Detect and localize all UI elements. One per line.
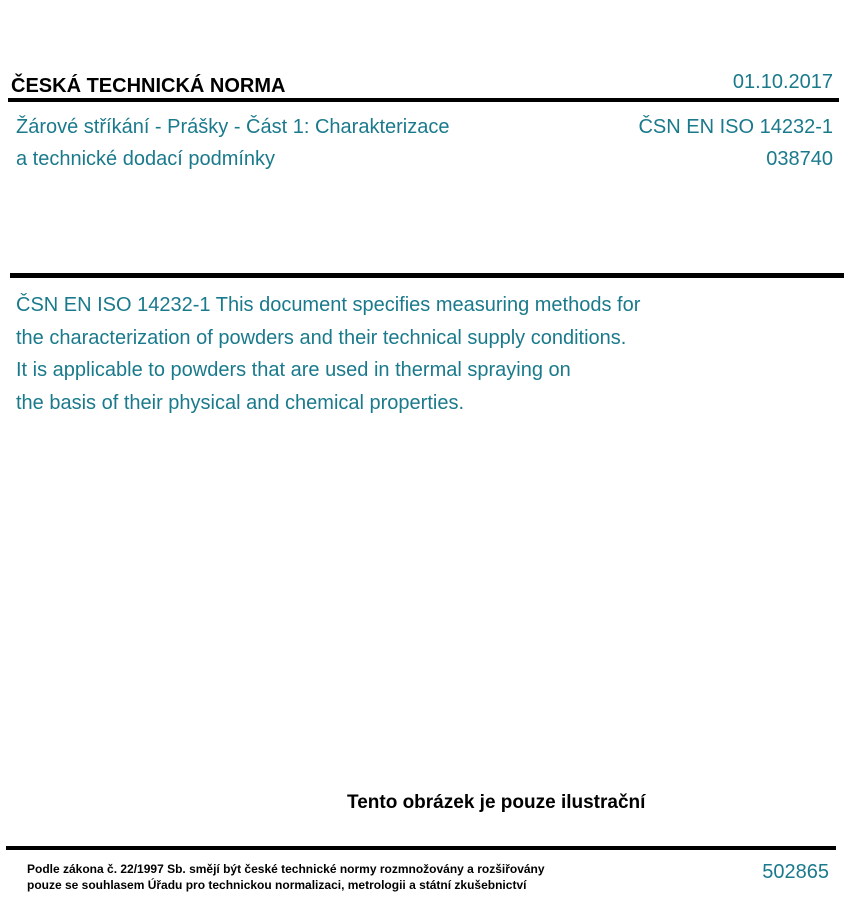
section-divider <box>10 273 844 278</box>
document-title-line-1: Žárové stříkání - Prášky - Část 1: Charakterizace <box>16 116 450 138</box>
classification-code: 038740 <box>766 148 833 170</box>
legal-notice-line-1: Podle zákona č. 22/1997 Sb. smějí být české technické normy rozmnožovány a rozšiřovány <box>27 862 545 876</box>
legal-notice <box>27 862 545 893</box>
abstract-line-2: the characterization of powders and their technical supply conditions. <box>16 326 627 349</box>
publication-date: 01.10.2017 <box>732 71 833 93</box>
footer-divider <box>6 846 836 850</box>
document-title-line-2: a technické dodací podmínky <box>16 148 276 170</box>
abstract-text <box>16 289 716 419</box>
abstract-line-3: It is applicable to powders that are used in thermal spraying on <box>16 359 571 381</box>
abstract-line-1: ČSN EN ISO 14232-1 This document specifies measuring methods for <box>16 294 641 316</box>
header-divider <box>8 98 839 102</box>
standard-number: ČSN EN ISO 14232-1 <box>638 116 833 138</box>
abstract-line-4: the basis of their physical and chemical properties. <box>16 391 465 414</box>
page-title: ČESKÁ TECHNICKÁ NORMA <box>11 75 286 97</box>
catalog-number: 502865 <box>762 861 829 883</box>
legal-notice-line-2: pouze se souhlasem Úřadu pro technickou normalizaci, metrologii a státní zkušebnictví <box>27 877 527 892</box>
illustration-note: Tento obrázek je pouze ilustrační <box>347 792 646 813</box>
